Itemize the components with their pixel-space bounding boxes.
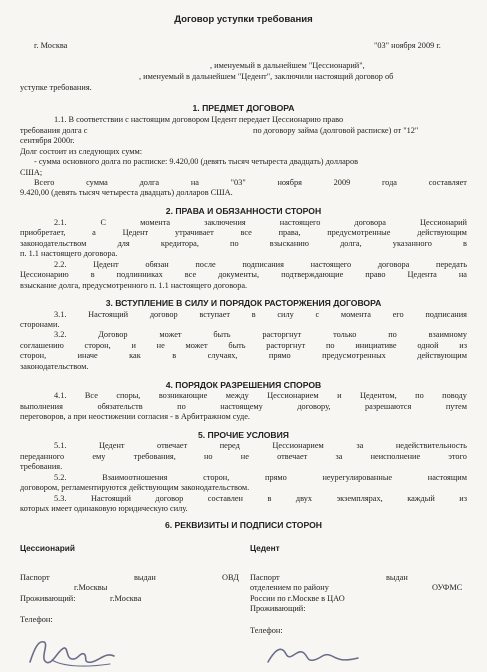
s4-line-3: переговоров, а при неостижении согласия - в Арбитражном суде. — [20, 412, 250, 421]
word: утрачивает — [174, 228, 214, 237]
word: соглашению — [20, 341, 64, 350]
word: каждый — [407, 494, 435, 503]
word: Настоящий — [88, 310, 129, 319]
s2-line-3 — [20, 239, 467, 249]
section-6-heading: 6. РЕКВИЗИТЫ И ПОДПИСИ СТОРОН — [164, 520, 323, 530]
word: "03" — [230, 178, 246, 187]
s1-line-2a: требования долга с — [20, 126, 88, 135]
word: Всего — [34, 178, 55, 187]
assignor-passport-label: Паспорт — [250, 573, 280, 582]
s3-line-6: законодательством. — [20, 362, 89, 371]
word: в — [90, 270, 95, 279]
section-5-heading: 5. ПРОЧИЕ УСЛОВИЯ — [198, 430, 289, 440]
word: права, — [278, 228, 301, 237]
word: по — [415, 391, 424, 400]
word: после — [195, 260, 216, 269]
word: по — [325, 341, 335, 350]
word: Договор — [98, 330, 128, 339]
word: предусмотренных — [322, 351, 386, 360]
s2-line-1 — [54, 218, 467, 228]
word: только — [333, 330, 357, 339]
word: сторон, — [20, 351, 47, 360]
word: 5.1. — [54, 441, 67, 450]
word: не — [240, 452, 249, 461]
word: переданного — [20, 452, 65, 461]
word: 2009 — [333, 178, 351, 187]
word: в — [267, 494, 272, 503]
word: неурегулированные — [322, 473, 393, 482]
word: 4.1. — [54, 391, 67, 400]
word: выполнения — [20, 402, 63, 411]
word: момента — [340, 310, 371, 319]
s5-line-1 — [54, 441, 467, 451]
word: сторон, — [203, 473, 230, 482]
word: ему — [92, 452, 106, 461]
word: отвечает — [277, 452, 308, 461]
word: по — [177, 402, 186, 411]
assignor-russia-dept: России по г.Москве в ЦАО — [250, 594, 345, 603]
s5-line-2 — [20, 452, 467, 462]
s4-line-1 — [54, 391, 467, 401]
word: долга, — [340, 239, 362, 248]
assignee-issued-label: выдан — [134, 573, 156, 582]
word: все — [184, 270, 197, 279]
word: Цедента — [407, 270, 437, 279]
word: 2.1. — [54, 218, 67, 227]
word: обязан — [145, 260, 169, 269]
word: по — [230, 239, 239, 248]
word: настоящему — [220, 402, 263, 411]
word: и — [337, 391, 342, 400]
word: не — [156, 341, 165, 350]
contract-date: "03" ноября 2009 г. — [374, 41, 441, 50]
word: момента — [140, 218, 171, 227]
word: Взаимоотношения — [102, 473, 168, 482]
word: его — [392, 310, 404, 319]
assignor-residence-label: Проживающий: — [250, 604, 306, 613]
word: экземплярах, — [336, 494, 383, 503]
word: между — [225, 391, 249, 400]
s3-line-2: сторонами. — [20, 320, 60, 329]
word: года — [381, 178, 397, 187]
word: отвечает — [157, 441, 188, 450]
section-3-heading: 3. ВСТУПЛЕНИЕ В СИЛУ И ПОРЯДОК РАСТОРЖЕНИЯ ДОГОВОРА — [105, 298, 382, 308]
word: подписания — [242, 260, 284, 269]
word: настоящим — [427, 473, 467, 482]
s5-line-3: требования. — [20, 462, 63, 471]
word: путем — [445, 402, 467, 411]
preamble-line-1: , именуемый в дальнейшем "Цессионарий", — [210, 61, 365, 70]
word: споры, — [116, 391, 141, 400]
word: по — [388, 330, 397, 339]
word: расторгнут — [262, 330, 302, 339]
word: законодательством — [20, 239, 87, 248]
word: в — [251, 310, 256, 319]
s1-line-1: 1.1. В соответствии с настоящим договором Цедент передает Цессионарию право — [54, 115, 344, 124]
word: 5.3. — [54, 494, 67, 503]
word: с — [315, 310, 320, 319]
word: договора — [377, 260, 410, 269]
word: ноября — [277, 178, 302, 187]
word: быть — [228, 341, 246, 350]
word: договор — [155, 494, 184, 503]
assignee-passport-label: Паспорт — [20, 573, 50, 582]
word: быть — [213, 330, 231, 339]
word: действующим — [417, 351, 467, 360]
word: 3.1. — [54, 310, 67, 319]
s1-line-5: - сумма основного долга по расписке: 9.420,00 (девять тысяч четыреста двадцать) долларов — [34, 157, 359, 166]
s2-line-4: п. 1.1 настоящего договора. — [20, 249, 118, 258]
s5-line-5: договором, регламентируются действующим законодательством. — [20, 483, 250, 492]
word: подписания — [425, 310, 467, 319]
word: Цедент — [122, 228, 149, 237]
word: неисполнение — [370, 452, 421, 461]
assignee-phone-label: Телефон: — [20, 615, 53, 624]
s3-line-1 — [54, 310, 467, 320]
preamble-line-2: , именуемый в дальнейшем "Цедент", заключили настоящий договор об — [139, 72, 394, 81]
s1-line-2b: по договору займа (долговой расписке) от "12" — [253, 126, 419, 135]
word: кредитора, — [160, 239, 199, 248]
word: приобретает, — [20, 228, 66, 237]
assignor-heading: Цедент — [250, 543, 280, 553]
section-4-heading: 4. ПОРЯДОК РАЗРЕШЕНИЯ СПОРОВ — [165, 380, 322, 390]
word: из — [459, 494, 467, 503]
s3-line-5 — [20, 351, 467, 361]
s3-line-4 — [20, 341, 467, 351]
s1-line-8: 9.420,00 (девять тысяч четыреста двадцать) долларов США. — [20, 188, 233, 197]
word: прямо — [268, 351, 291, 360]
word: документы, — [218, 270, 260, 279]
word: 5.2. — [54, 473, 67, 482]
word: двух — [295, 494, 313, 503]
word: право — [365, 270, 386, 279]
document-title: Договор уступки требования — [174, 14, 313, 25]
word: в — [172, 351, 177, 360]
contract-place: г. Москва — [34, 41, 68, 50]
word: и — [131, 341, 136, 350]
word: для — [117, 239, 130, 248]
word: договора — [354, 218, 386, 227]
word: случаях, — [207, 351, 238, 360]
word: иначе — [77, 351, 98, 360]
section-2-heading: 2. ПРАВА И ОБЯЗАННОСТИ СТОРОН — [165, 206, 322, 216]
assignee-ovd-label: ОВД — [222, 573, 239, 582]
s2-line-7: взыскание долга, предусмотренного п. 1.1 настоящего договора. — [20, 281, 248, 290]
word: но — [203, 452, 213, 461]
assignee-city: г.Москвы — [74, 583, 108, 592]
word: предусмотренные — [327, 228, 391, 237]
word: в — [463, 239, 467, 248]
word: Цессионарий — [420, 218, 467, 227]
word: прямо — [265, 473, 287, 482]
word: долга — [139, 178, 160, 187]
word: Цессионарием — [272, 441, 324, 450]
assignee-heading: Цессионарий — [20, 543, 75, 553]
assignee-residence-label: Проживающий: — [20, 594, 76, 603]
s3-line-3 — [54, 330, 467, 340]
word: Цессионарию — [20, 270, 69, 279]
s2-line-6 — [20, 270, 467, 280]
word: Цедент — [93, 260, 119, 269]
word: инициативе — [355, 341, 397, 350]
word: требования, — [133, 452, 176, 461]
assignor-issued-label: выдан — [386, 573, 408, 582]
word: взаимному — [428, 330, 467, 339]
word: настоящего — [310, 260, 352, 269]
word: сторон, — [84, 341, 111, 350]
word: обязательств — [97, 402, 143, 411]
word: этого — [448, 452, 467, 461]
s1-line-7 — [34, 178, 467, 188]
s5-line-6 — [54, 494, 467, 504]
assignor-phone-label: Телефон: — [250, 626, 283, 635]
word: взысканию — [269, 239, 309, 248]
word: Цедент — [98, 441, 125, 450]
s4-line-2 — [20, 402, 467, 412]
s1-line-6: США; — [20, 168, 43, 177]
word: возникающие — [158, 391, 208, 400]
word: указанного — [392, 239, 432, 248]
word: недействительность — [395, 441, 467, 450]
word: на — [190, 178, 199, 187]
word: на — [458, 270, 467, 279]
word: силу — [277, 310, 294, 319]
word: за — [335, 452, 343, 461]
word: Цессионарием — [267, 391, 319, 400]
assignor-signature — [262, 640, 372, 670]
word: все — [240, 228, 252, 237]
word: передать — [436, 260, 467, 269]
word: 3.2. — [54, 330, 67, 339]
word: подлинниках — [116, 270, 163, 279]
word: Цедентом, — [359, 391, 397, 400]
word: поводу — [442, 391, 467, 400]
s2-line-5 — [54, 260, 467, 270]
s1-line-4: Долг состоит из следующих сумм: — [20, 147, 143, 156]
word: а — [92, 228, 96, 237]
word: заключения — [204, 218, 246, 227]
word: за — [356, 441, 364, 450]
assignor-ufms: ОУФМС — [432, 583, 463, 592]
word: С — [100, 218, 107, 227]
section-1-heading: 1. ПРЕДМЕТ ДОГОВОРА — [192, 103, 295, 113]
word: Настоящий — [90, 494, 131, 503]
s5-line-7: которых имеет одинаковую юридическую силу. — [20, 504, 188, 513]
word: одной — [417, 341, 439, 350]
word: договор — [149, 310, 178, 319]
word: подтверждающие — [281, 270, 344, 279]
word: может — [185, 341, 208, 350]
word: перед — [219, 441, 240, 450]
assignor-dept: отделением по району — [250, 583, 329, 592]
assignee-residence-city: г.Москва — [110, 594, 142, 603]
word: разрешаются — [364, 402, 412, 411]
word: составляет — [428, 178, 467, 187]
word: Все — [84, 391, 98, 400]
word: вступает — [199, 310, 231, 319]
word: 2.2. — [54, 260, 67, 269]
word: договору, — [297, 402, 331, 411]
s1-line-3: сентября 2000г. — [20, 136, 75, 145]
word: расторгнут — [266, 341, 306, 350]
assignee-signature — [22, 632, 132, 672]
word: составлен — [207, 494, 243, 503]
word: может — [159, 330, 182, 339]
word: настоящего — [279, 218, 321, 227]
s2-line-2 — [20, 228, 467, 238]
s5-line-4 — [54, 473, 467, 483]
word: действующим — [417, 228, 467, 237]
preamble-line-3: уступке требования. — [20, 83, 92, 92]
word: из — [459, 341, 467, 350]
word: как — [129, 351, 141, 360]
word: сумма — [86, 178, 108, 187]
